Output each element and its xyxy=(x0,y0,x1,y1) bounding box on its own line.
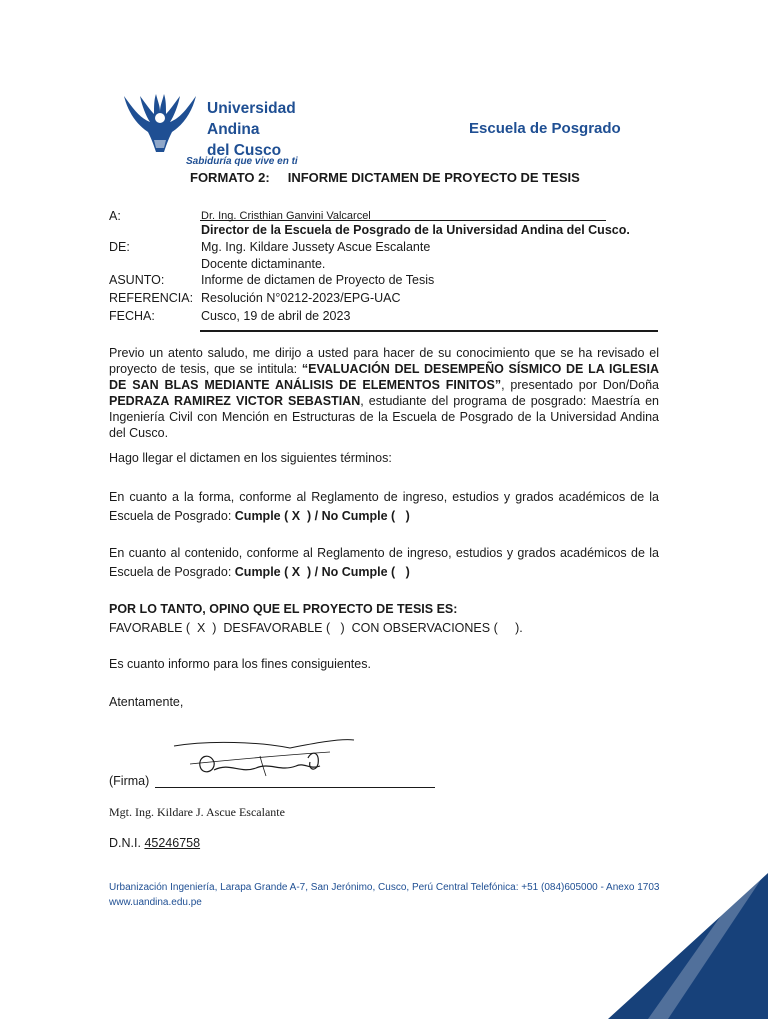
corner-decoration xyxy=(608,869,768,1024)
intro-text-3: , estudiante del programa de posgrado: Maestría en Ingeniería Civil con Mención en Estructuras de la Escuela de Posgrado de la Universidad Andina del Cusco. xyxy=(109,394,659,440)
forma-text: En cuanto a la forma, conforme al Reglamento de ingreso, estudios y grados académicos de la Escuela de Posgrado: xyxy=(109,490,659,523)
university-name xyxy=(207,98,296,161)
eagle-icon xyxy=(120,90,200,156)
closing-text: Es cuanto informo para los fines consiguientes. xyxy=(109,657,371,671)
hago-llegar-text: Hago llegar el dictamen en los siguientes términos: xyxy=(109,451,392,465)
field-referencia-value: Resolución N°0212-2023/EPG-UAC xyxy=(201,291,401,305)
thesis-title: “EVALUACIÓN DEL DESEMPEÑO SÍSMICO DE LA IGLESIA DE SAN BLAS MEDIANTE ANÁLISIS DE ELEMENTOS FINITOS” xyxy=(109,362,659,392)
contenido-text: En cuanto al contenido, conforme al Reglamento de ingreso, estudios y grados académicos de la Escuela de Posgrado: xyxy=(109,546,659,579)
field-de-label: DE: xyxy=(109,240,130,254)
salutation: Atentamente, xyxy=(109,695,184,709)
signature-line xyxy=(155,787,435,788)
opinion-options: FAVORABLE ( X ) DESFAVORABLE ( ) CON OBSERVACIONES ( ). xyxy=(109,621,523,635)
header-divider xyxy=(200,330,658,332)
field-fecha-value: Cusco, 19 de abril de 2023 xyxy=(201,309,351,323)
dni-label: D.N.I. xyxy=(109,836,141,850)
student-name: PEDRAZA RAMIREZ VICTOR SEBASTIAN xyxy=(109,394,361,408)
field-asunto-label: ASUNTO: xyxy=(109,273,165,287)
contenido-result: Cumple ( X ) / No Cumple ( ) xyxy=(234,565,410,579)
intro-paragraph xyxy=(109,345,659,441)
signer-name: Mgt. Ing. Kildare J. Ascue Escalante xyxy=(109,805,285,819)
intro-text-2: , presentado por Don/Doña xyxy=(501,378,659,392)
university-name-line: del Cusco xyxy=(207,142,282,159)
field-fecha-label: FECHA: xyxy=(109,309,155,323)
university-name-line: Andina xyxy=(207,121,260,138)
intro-text-1: Previo un atento saludo, me dirijo a usted para hacer de su conocimiento que se ha revisado el proyecto de tesis, que se intitula: xyxy=(109,346,659,376)
field-a-value: Dr. Ing. Cristhian Ganvini Valcarcel xyxy=(201,210,371,222)
field-asunto-value: Informe de dictamen de Proyecto de Tesis xyxy=(201,273,435,287)
firma-label: (Firma) xyxy=(109,774,150,788)
school-name: Escuela de Posgrado xyxy=(469,120,621,137)
field-de-role-text: Docente dictaminante. xyxy=(201,257,326,271)
conclusion-heading: POR LO TANTO, OPINO QUE EL PROYECTO DE TESIS ES: xyxy=(109,602,458,616)
dni-value: 45246758 xyxy=(144,836,201,850)
footer-address: Urbanización Ingeniería, Larapa Grande A-7, San Jerónimo, Cusco, Perú Central Telefónica: +51 (084)605000 - Anexo 1703 www.uandina.edu.pe xyxy=(109,882,660,908)
forma-result: Cumple ( X ) / No Cumple ( ) xyxy=(234,509,410,523)
handwritten-signature xyxy=(170,736,360,791)
contenido-paragraph xyxy=(109,544,659,582)
field-de-value: Mg. Ing. Kildare Jussety Ascue Escalante xyxy=(201,240,431,254)
university-tagline: Sabiduría que vive en ti xyxy=(186,156,298,167)
field-a-role-text: Director de la Escuela de Posgrado de la Universidad Andina del Cusco. xyxy=(201,223,630,237)
document-title: FORMATO 2: INFORME DICTAMEN DE PROYECTO DE TESIS xyxy=(190,170,580,185)
forma-paragraph xyxy=(109,488,659,526)
field-a-label: A: xyxy=(109,209,121,223)
field-referencia-label: REFERENCIA: xyxy=(109,291,194,305)
dni-row xyxy=(109,835,200,851)
recipient-underline xyxy=(200,220,606,221)
university-name-line: Universidad xyxy=(207,100,296,117)
